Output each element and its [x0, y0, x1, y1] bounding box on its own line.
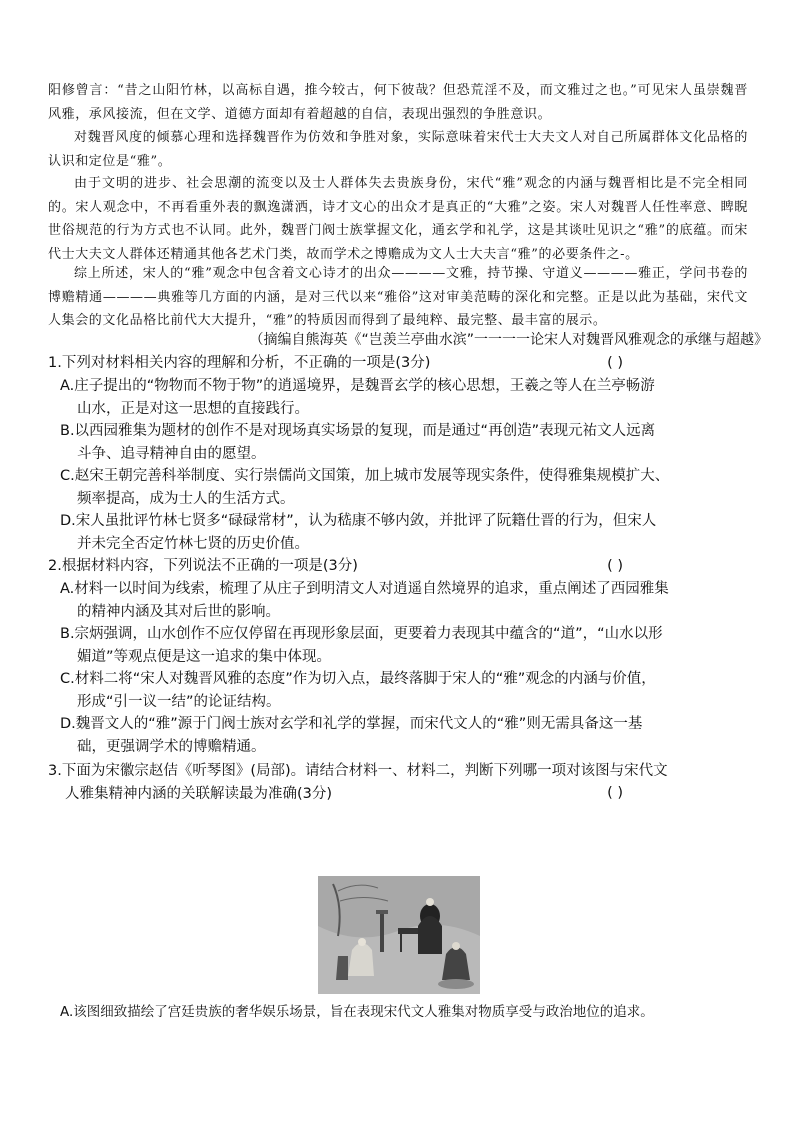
answer-bracket-3[interactable]: ( ) — [607, 785, 623, 801]
painting-rock-seat — [438, 979, 474, 989]
passage-paragraph-4: 综上所述，宋人的“雅”观念中包含着文心诗才的出众————文雅，持节操、守道义————雅正，学问书卷的博赡精通————典雅等几方面的内涵，是对三代以来“雅俗”这对审美范畴的深化和完整。正是以此为基础，宋代文人集会的文化品格比前代大大提升，“雅”的特质因而得到了最纯粹、最完整、最丰富的展示。 — [48, 266, 748, 328]
question-3 — [48, 760, 768, 805]
listening-to-qin-painting — [318, 876, 480, 994]
question-2 — [48, 555, 768, 578]
q2-option-d[interactable]: D.魏晋文人的“雅”源于门阀士族对玄学和礼学的掌握，而宋代文人的“雅”则无需具备这一基 础，更强调学术的博赡精通。 — [60, 716, 643, 755]
passage-paragraph-3: 由于文明的进步、社会思潮的流变以及士人群体失去贵族身份，宋代“雅”观念的内涵与魏晋相比是不完全相同的。宋人观念中，不再看重外表的飘逸潇洒，诗才文心的出众才是真正的“大雅”之姿。宋人对魏晋人任性率意、睥睨世俗规范的行为方式也不认同。此外，魏晋门阀士族掌握文化，通玄学和礼学，这是其谈吐见识之“雅”的底蕴。而宋代士大夫文人群体还精通其他各艺术门类，故而学术之博赡成为文人士大夫言“雅”的必要条件之-。 — [48, 176, 748, 262]
q1-option-d[interactable]: D.宋人虽批评竹林七贤多“碌碌常材”，认为嵇康不够内敛，并批评了阮籍仕晋的行为，但宋人 并未完全否定竹林七贤的历史价值。 — [60, 513, 657, 552]
q2-option-b[interactable]: B.宗炳强调，山水创作不应仅停留在再现形象层面，更要着力表现其中蕴含的“道”，“山水以形 媚道”等观点便是这一追求的集中体现。 — [60, 626, 663, 665]
painting-incense-stand — [380, 912, 384, 952]
question-1 — [48, 352, 768, 375]
q2-option-a[interactable]: A.材料一以时间为线索，梳理了从庄子到明清文人对逍遥自然境界的追求，重点阐述了西园雅集 的精神内涵及其对后世的影响。 — [60, 581, 669, 620]
q1-option-a[interactable]: A.庄子提出的“物物而不物于物”的逍遥境界，是魏晋玄学的核心思想，王羲之等人在兰亭畅游 山水，正是对这一思想的直接践行。 — [60, 378, 655, 417]
question-3-stem-line-2: 人雅集精神内涵的关联解读最为准确(3分) — [65, 785, 333, 802]
question-2-stem: 2.根据材料内容，下列说法不正确的一项是(3分) — [48, 558, 358, 574]
q3-option-a[interactable]: A.该图细致描绘了宫廷贵族的奢华娱乐场景，旨在表现宋代文人雅集对物质享受与政治地位的追求。 — [60, 1004, 654, 1020]
question-3-stem-line-1: 3.下面为宋徽宗赵佶《听琴图》(局部)。请结合材料一、材料二，判断下列哪一项对该图与宋代文 — [48, 763, 668, 779]
painting-figure-musician-robe — [418, 916, 442, 954]
painting-incense-burner — [376, 910, 388, 914]
answer-bracket-2[interactable]: ( ) — [607, 558, 623, 574]
question-1-stem: 1.下列对材料相关内容的理解和分析，不正确的一项是(3分) — [48, 355, 431, 371]
answer-bracket-1[interactable]: ( ) — [607, 355, 623, 371]
q1-option-c[interactable]: C.赵宋王朝完善科举制度、实行崇儒尚文国策，加上城市发展等现实条件，使得雅集规模扩大、 频率提高，成为士人的生活方式。 — [60, 468, 670, 507]
painting-table-leg-left — [400, 934, 402, 952]
passage-paragraph-1: 阳修曾言：“昔之山阳竹林，以高标自遇，推今较古，何下彼哉？但恐荒淫不及，而文雅过之也。”可见宋人虽崇魏晋风雅，承风接流，但在文学、道德方面却有着超越的自信，表现出强烈的争胜意识。 — [48, 83, 748, 122]
passage-paragraph-2: 对魏晋风度的倾慕心理和选择魏晋作为仿效和争胜对象，实际意味着宋代士大夫文人对自己所属群体文化品格的认识和定位是“雅”。 — [48, 130, 748, 169]
source-citation: （摘编自熊海英《“岂羡兰亭曲水滨”一一一一论宋人对魏晋风雅观念的承继与超越》 — [249, 332, 768, 348]
painting-figure-listener-left-head — [358, 938, 366, 946]
q2-option-c[interactable]: C.材料二将“宋人对魏晋风雅的态度”作为切入点，最终落脚于宋人的“雅”观念的内涵与价值， 形成“引一议一结”的论证结构。 — [60, 671, 656, 710]
q1-option-b[interactable]: B.以西园雅集为题材的创作不是对现场真实场景的复现，而是通过“再创造”表现元祐文人远离 斗争、追寻精神自由的愿望。 — [60, 423, 656, 462]
painting-figure-attendant — [336, 956, 348, 980]
painting-figure-musician-head — [426, 898, 434, 906]
painting-figure-listener-right-head — [452, 942, 460, 950]
